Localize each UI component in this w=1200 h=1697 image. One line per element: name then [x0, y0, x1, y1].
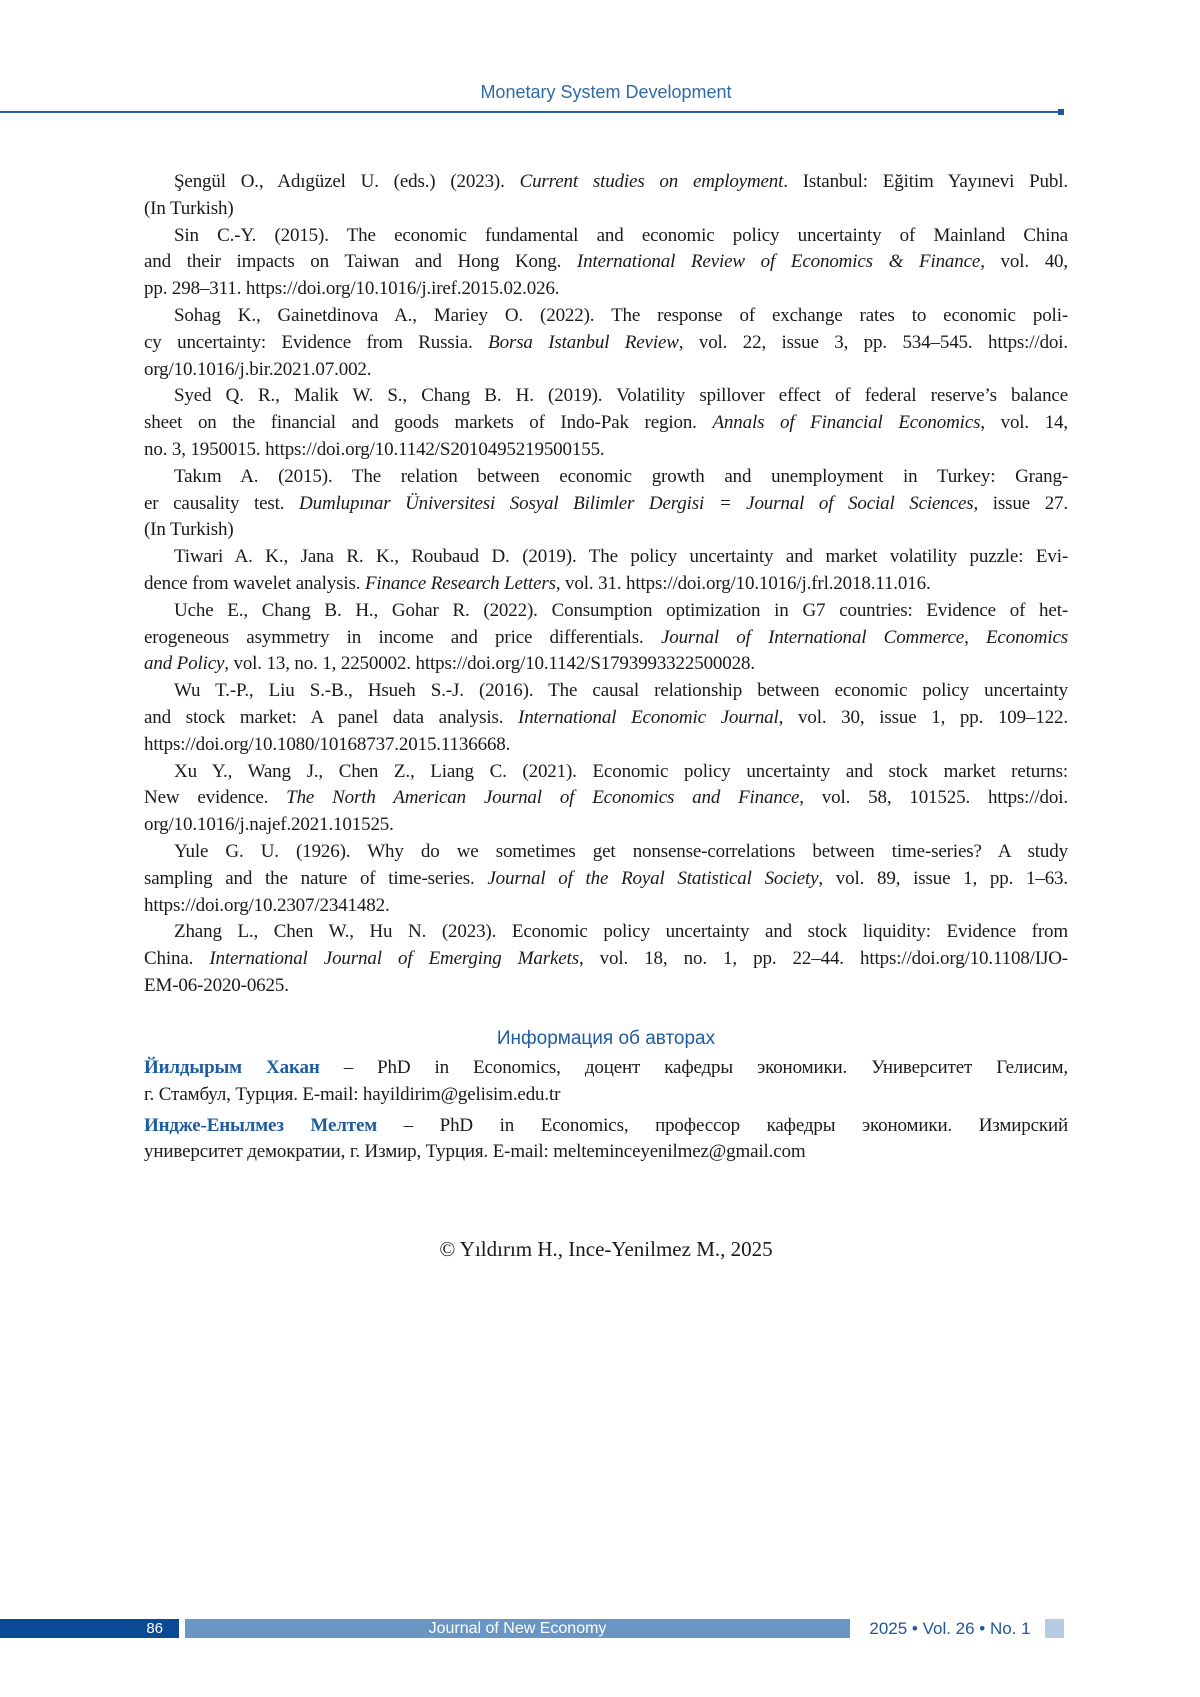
reference-line	[144, 598, 1068, 625]
reference-text: , vol. 18, no. 1, pp. 22–44. https://doi.org/10.1108/IJO-	[579, 948, 1068, 969]
header-rule-end-square	[1058, 109, 1064, 115]
reference-line	[144, 812, 1068, 839]
reference-line	[144, 330, 1068, 357]
reference-entry	[144, 223, 1068, 303]
reference-line	[144, 571, 1068, 598]
reference-text: , vol. 40,	[980, 251, 1068, 272]
reference-text: and stock market: A panel data analysis.	[144, 707, 518, 728]
reference-line	[144, 759, 1068, 786]
reference-text: Sohag K., Gainetdinova A., Mariey O. (2022). The response of exchange rates to economic poli-	[174, 305, 1068, 326]
author-name: Йилдырым Хакан	[144, 1057, 320, 1078]
reference-text: cy uncertainty: Evidence from Russia.	[144, 332, 488, 353]
reference-line	[144, 919, 1068, 946]
author-entry	[144, 1112, 1068, 1166]
reference-line	[144, 464, 1068, 491]
reference-text: , vol. 22, issue 3, pp. 534–545. https://doi.	[679, 332, 1068, 353]
reference-text: Takım A. (2015). The relation between economic growth and unemployment in Turkey: Grang-	[174, 466, 1068, 487]
reference-source: International Economic Journal	[518, 707, 779, 728]
reference-text: , vol. 31. https://doi.org/10.1016/j.frl.2018.11.016.	[556, 573, 931, 594]
reference-text: , vol. 14,	[980, 412, 1068, 433]
reference-text: org/10.1016/j.bir.2021.07.002.	[144, 359, 371, 380]
author-contact: г. Стамбул, Турция. E-mail: hayildirim@gelisim.edu.tr	[144, 1084, 560, 1105]
reference-text: New evidence.	[144, 787, 286, 808]
reference-text: Tiwari A. K., Jana R. K., Roubaud D. (2019). The policy uncertainty and market volatility puzzle: Evi-	[174, 546, 1068, 567]
reference-text: , vol. 13, no. 1, 2250002. https://doi.org/10.1142/S1793993322500028.	[224, 653, 755, 674]
reference-line	[144, 303, 1068, 330]
reference-line	[144, 357, 1068, 384]
reference-text: . Istanbul: Eğitim Yayınevi Publ.	[783, 171, 1068, 192]
reference-line	[144, 839, 1068, 866]
reference-line	[144, 169, 1068, 196]
page-number: 86	[0, 1619, 179, 1638]
copyright-notice: © Yıldırım H., Ince-Yenilmez M., 2025	[0, 1237, 1200, 1262]
reference-text: sheet on the financial and goods markets of Indo-Pak region.	[144, 412, 712, 433]
reference-line	[144, 866, 1068, 893]
reference-text: org/10.1016/j.najef.2021.101525.	[144, 814, 394, 835]
reference-text: , vol. 58, 101525. https://doi.	[799, 787, 1068, 808]
reference-source: Borsa Istanbul Review	[488, 332, 679, 353]
authors-info	[144, 1054, 1068, 1169]
reference-text: Şengül O., Adıgüzel U. (eds.) (2023).	[174, 171, 520, 192]
author-entry	[144, 1054, 1068, 1108]
author-line	[144, 1138, 1068, 1165]
reference-line	[144, 410, 1068, 437]
reference-text: no. 3, 1950015. https://doi.org/10.1142/S2010495219500155.	[144, 439, 605, 460]
reference-text: , issue 27.	[974, 493, 1069, 514]
reference-entry	[144, 759, 1068, 839]
reference-entry	[144, 544, 1068, 598]
running-title: Monetary System Development	[0, 82, 1200, 103]
reference-source: International Review of Economics & Finance	[577, 251, 980, 272]
reference-text: er causality test.	[144, 493, 299, 514]
reference-line	[144, 651, 1068, 678]
reference-text: , vol. 89, issue 1, pp. 1–63.	[818, 868, 1068, 889]
reference-text: Yule G. U. (1926). Why do we sometimes get nonsense-correlations between time-series? A study	[174, 841, 1068, 862]
footer-square	[1045, 1619, 1064, 1638]
reference-text: EM-06-2020-0625.	[144, 975, 289, 996]
reference-source: Journal of International Commerce, Economics	[661, 627, 1068, 648]
author-contact: университет демократии, г. Измир, Турция. E-mail: melteminceyenilmez@gmail.com	[144, 1141, 806, 1162]
reference-text: (In Turkish)	[144, 198, 234, 219]
reference-text: and their impacts on Taiwan and Hong Kong.	[144, 251, 577, 272]
author-affiliation: – PhD in Economics, доцент кафедры экономики. Университет Гелисим,	[320, 1057, 1068, 1078]
journal-name: Journal of New Economy	[185, 1619, 850, 1638]
author-affiliation: – PhD in Economics, профессор кафедры экономики. Измирский	[377, 1115, 1068, 1136]
reference-source: International Journal of Emerging Markets	[209, 948, 579, 969]
author-line	[144, 1081, 1068, 1108]
reference-source: Current studies on employment	[520, 171, 784, 192]
author-line	[144, 1054, 1068, 1081]
reference-text: erogeneous asymmetry in income and price differentials.	[144, 627, 661, 648]
reference-source: Dumlupınar Üniversitesi Sosyal Bilimler Dergisi = Journal of Social Sciences	[299, 493, 973, 514]
reference-line	[144, 517, 1068, 544]
reference-entry	[144, 383, 1068, 463]
reference-text: , vol. 30, issue 1, pp. 109–122.	[779, 707, 1068, 728]
reference-line	[144, 625, 1068, 652]
reference-text: dence from wavelet analysis.	[144, 573, 365, 594]
header-rule	[0, 111, 1060, 113]
reference-list	[144, 169, 1068, 1000]
reference-line	[144, 383, 1068, 410]
reference-source: Annals of Financial Economics	[712, 412, 980, 433]
reference-line	[144, 544, 1068, 571]
reference-line	[144, 491, 1068, 518]
reference-source: The North American Journal of Economics and Finance	[286, 787, 799, 808]
reference-source: and Policy	[144, 653, 224, 674]
reference-line	[144, 705, 1068, 732]
reference-entry	[144, 598, 1068, 678]
reference-entry	[144, 464, 1068, 544]
reference-text: Xu Y., Wang J., Chen Z., Liang C. (2021). Economic policy uncertainty and stock market returns:	[174, 761, 1068, 782]
reference-line	[144, 249, 1068, 276]
reference-text: Sin C.-Y. (2015). The economic fundamental and economic policy uncertainty of Mainland China	[174, 225, 1068, 246]
reference-entry	[144, 303, 1068, 383]
reference-line	[144, 732, 1068, 759]
reference-entry	[144, 678, 1068, 758]
reference-source: Journal of the Royal Statistical Society	[487, 868, 818, 889]
page-footer	[0, 1619, 1200, 1638]
reference-text: https://doi.org/10.1080/10168737.2015.1136668.	[144, 734, 510, 755]
authors-heading: Информация об авторах	[0, 1028, 1200, 1050]
reference-line	[144, 785, 1068, 812]
reference-line	[144, 946, 1068, 973]
reference-text: (In Turkish)	[144, 519, 234, 540]
reference-text: sampling and the nature of time-series.	[144, 868, 487, 889]
reference-line	[144, 437, 1068, 464]
reference-text: China.	[144, 948, 209, 969]
reference-entry	[144, 919, 1068, 999]
reference-line	[144, 276, 1068, 303]
reference-line	[144, 223, 1068, 250]
reference-text: Zhang L., Chen W., Hu N. (2023). Economic policy uncertainty and stock liquidity: Evidence from	[174, 921, 1068, 942]
reference-text: pp. 298–311. https://doi.org/10.1016/j.iref.2015.02.026.	[144, 278, 559, 299]
reference-text: https://doi.org/10.2307/2341482.	[144, 895, 390, 916]
issue-info: 2025 • Vol. 26 • No. 1	[860, 1619, 1040, 1638]
reference-entry	[144, 169, 1068, 223]
reference-text: Uche E., Chang B. H., Gohar R. (2022). Consumption optimization in G7 countries: Evidence of het-	[174, 600, 1068, 621]
reference-text: Syed Q. R., Malik W. S., Chang B. H. (2019). Volatility spillover effect of federal reserve’s balance	[174, 385, 1068, 406]
author-name: Индже-Енылмез Мелтем	[144, 1115, 377, 1136]
reference-line	[144, 893, 1068, 920]
author-line	[144, 1112, 1068, 1139]
reference-line	[144, 678, 1068, 705]
reference-entry	[144, 839, 1068, 919]
reference-line	[144, 196, 1068, 223]
reference-text: Wu T.-P., Liu S.-B., Hsueh S.-J. (2016). The causal relationship between economic policy uncertainty	[174, 680, 1068, 701]
reference-line	[144, 973, 1068, 1000]
reference-source: Finance Research Letters	[365, 573, 556, 594]
